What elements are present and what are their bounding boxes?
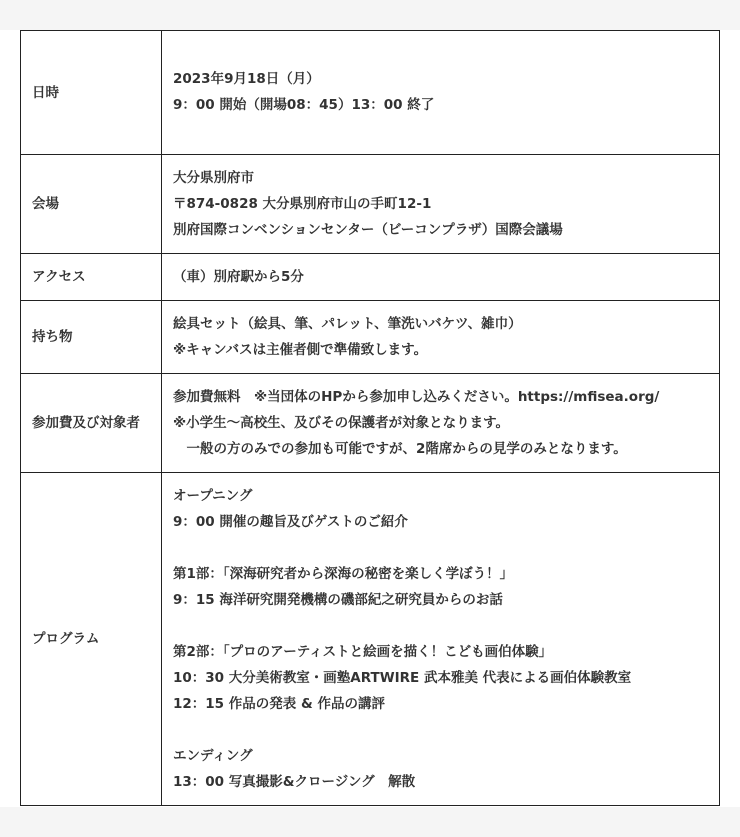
- spacer: [173, 613, 708, 639]
- ending-time: 13：00 写真撮影&クロージング 解散: [173, 774, 416, 790]
- target-line: ※小学生～高校生、及びその保護者が対象となります。: [173, 415, 510, 431]
- part1-title: 第1部：「深海研究者から深海の秘密を楽しく学ぼう！」: [173, 566, 514, 582]
- row-label-venue: 会場: [21, 155, 162, 254]
- part2-line2: 12：15 作品の発表 & 作品の講評: [173, 696, 385, 712]
- venue-city: 大分県別府市: [173, 170, 254, 186]
- opening-title: オープニング: [173, 488, 253, 504]
- table-row-date: [21, 31, 720, 155]
- venue-address: 〒874-0828 大分県別府市山の手町12-1: [173, 196, 432, 212]
- event-info-table: [20, 30, 720, 806]
- row-value-venue: [162, 155, 720, 254]
- row-label-fee: 参加費及び対象者: [21, 374, 162, 473]
- spacer: [173, 535, 708, 561]
- table-row-venue: [21, 155, 720, 254]
- row-label-date: 日時: [21, 31, 162, 155]
- opening-time: 9：00 開催の趣旨及びゲストのご紹介: [173, 514, 408, 530]
- date-line: 2023年9月18日（月）: [173, 71, 320, 87]
- access-line: （車）別府駅から5分: [173, 269, 304, 285]
- row-value-program: [162, 473, 720, 806]
- page-sheet: [0, 30, 740, 807]
- row-value-fee: [162, 374, 720, 473]
- time-line: 9：00 開始（開場08：45）13：00 終了: [173, 97, 435, 113]
- part2-title: 第2部：「プロのアーティストと絵画を描く！こども画伯体験」: [173, 644, 553, 660]
- items-note: ※キャンバスは主催者側で準備致します。: [173, 342, 428, 358]
- ending-title: エンディング: [173, 748, 253, 764]
- row-label-program: プログラム: [21, 473, 162, 806]
- table-row-fee: [21, 374, 720, 473]
- row-value-items: [162, 301, 720, 374]
- part1-time: 9：15 海洋研究開発機構の磯部紀之研究員からのお話: [173, 592, 503, 608]
- row-label-items: 持ち物: [21, 301, 162, 374]
- table-row-program: [21, 473, 720, 806]
- venue-building: 別府国際コンベンションセンター（ビーコンプラザ）国際会議場: [173, 222, 563, 238]
- table-row-access: [21, 254, 720, 301]
- row-value-date: [162, 31, 720, 155]
- items-line: 絵具セット（絵具、筆、パレット、筆洗いバケツ、雑巾）: [173, 316, 522, 332]
- general-note-line: 一般の方のみでの参加も可能ですが、2階席からの見学のみとなります。: [173, 441, 627, 457]
- row-label-access: アクセス: [21, 254, 162, 301]
- part2-line1: 10：30 大分美術教室・画塾ARTWIRE 武本雅美 代表による画伯体験教室: [173, 670, 632, 686]
- table-row-items: [21, 301, 720, 374]
- spacer: [173, 717, 708, 743]
- row-value-access: [162, 254, 720, 301]
- fee-line: 参加費無料 ※当団体のHPから参加申し込みください。https://mfisea.org/: [173, 389, 660, 405]
